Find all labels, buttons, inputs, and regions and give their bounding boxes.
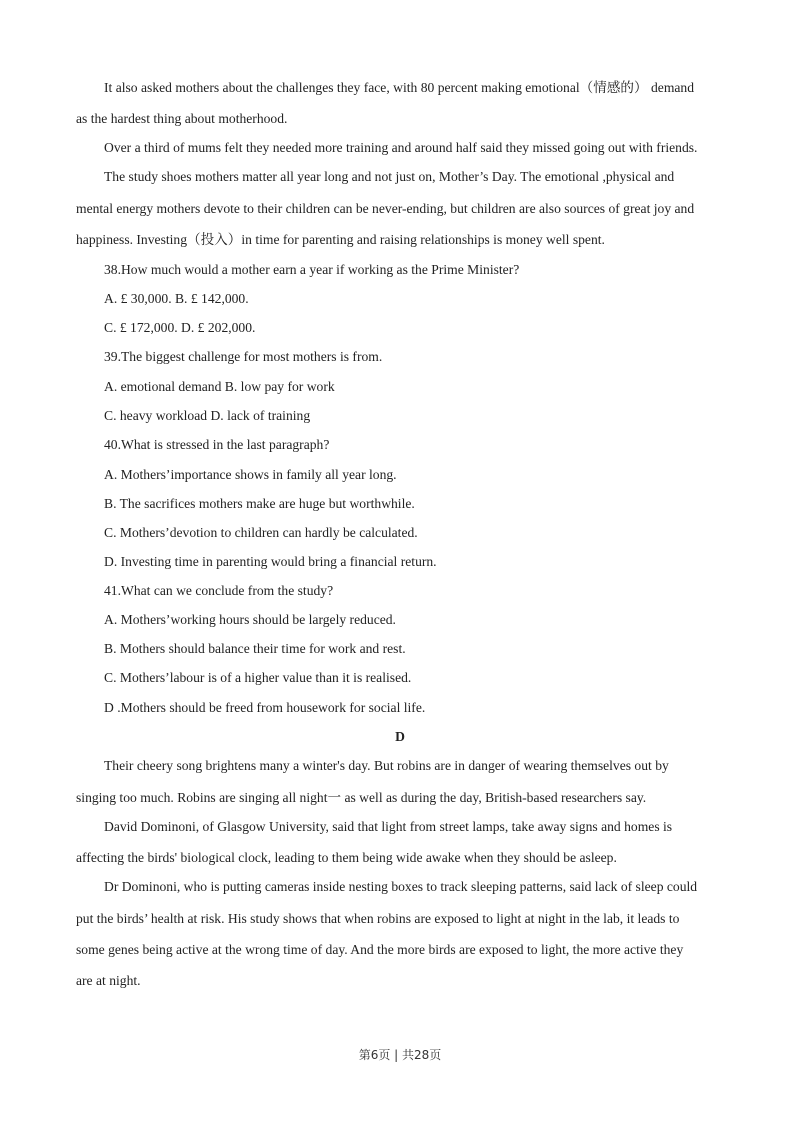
passage-c-p3-line1: The study shoes mothers matter all year long and not just on, Mother’s Day. The emotional ,physical and xyxy=(104,169,675,184)
page-footer: 第6页 | 共28页 xyxy=(358,1048,442,1062)
question-38: 38.How much would a mother earn a year if working as the Prime Minister? xyxy=(104,262,520,277)
question-41-option-b: B. Mothers should balance their time for work and rest. xyxy=(104,641,406,656)
question-40: 40.What is stressed in the last paragraph? xyxy=(104,437,330,452)
passage-d-p2-line2: affecting the birds' biological clock, leading to them being wide awake when they should be asleep. xyxy=(76,850,617,865)
passage-d-p3-line1: Dr Dominoni, who is putting cameras inside nesting boxes to track sleeping patterns, said lack of sleep could xyxy=(104,879,698,894)
question-38-options-cd: C. £ 172,000. D. £ 202,000. xyxy=(104,320,256,335)
passage-d-p2-line1: David Dominoni, of Glasgow University, said that light from street lamps, take away signs and homes is xyxy=(104,819,673,834)
passage-d-p1-line2: singing too much. Robins are singing all night一 as well as during the day, British-based researchers say. xyxy=(76,790,647,805)
section-heading: D xyxy=(395,729,405,744)
question-39-options-cd: C. heavy workload D. lack of training xyxy=(104,408,311,423)
passage-d-p3-line4: are at night. xyxy=(76,973,141,988)
question-40-option-b: B. The sacrifices mothers make are huge but worthwhile. xyxy=(104,496,415,511)
question-40-option-c: C. Mothers’devotion to children can hardly be calculated. xyxy=(104,525,418,540)
question-40-option-a: A. Mothers’importance shows in family all year long. xyxy=(104,467,397,482)
passage-d-p1-line1: Their cheery song brightens many a winter's day. But robins are in danger of wearing themselves out by xyxy=(104,758,669,773)
passage-c-p1-line1: It also asked mothers about the challenges they face, with 80 percent making emotional（情感的） demand xyxy=(104,80,695,95)
question-39: 39.The biggest challenge for most mothers is from. xyxy=(104,349,383,364)
passage-c-p3-line3: happiness. Investing（投入）in time for parenting and raising relationships is money well spent. xyxy=(76,232,605,247)
question-40-option-d: D. Investing time in parenting would bring a financial return. xyxy=(104,554,437,569)
question-38-options-ab: A. £ 30,000. B. £ 142,000. xyxy=(104,291,249,306)
question-39-options-ab: A. emotional demand B. low pay for work xyxy=(104,379,335,394)
question-41-option-d: D .Mothers should be freed from housework for social life. xyxy=(104,700,426,715)
question-41-option-c: C. Mothers’labour is of a higher value than it is realised. xyxy=(104,670,412,685)
passage-c-p1-line2: as the hardest thing about motherhood. xyxy=(76,111,288,126)
passage-c-p3-line2: mental energy mothers devote to their children can be never-ending, but children are also sources of great joy and xyxy=(76,201,695,216)
passage-c-p2-line1: Over a third of mums felt they needed more training and around half said they missed going out with friends. xyxy=(104,140,698,155)
question-41: 41.What can we conclude from the study? xyxy=(104,583,334,598)
passage-d-p3-line2: put the birds’ health at risk. His study shows that when robins are exposed to light at night in the lab, it leads to xyxy=(76,911,680,926)
question-41-option-a: A. Mothers’working hours should be largely reduced. xyxy=(104,612,396,627)
passage-d-p3-line3: some genes being active at the wrong time of day. And the more birds are exposed to light, the more active they xyxy=(76,942,684,957)
